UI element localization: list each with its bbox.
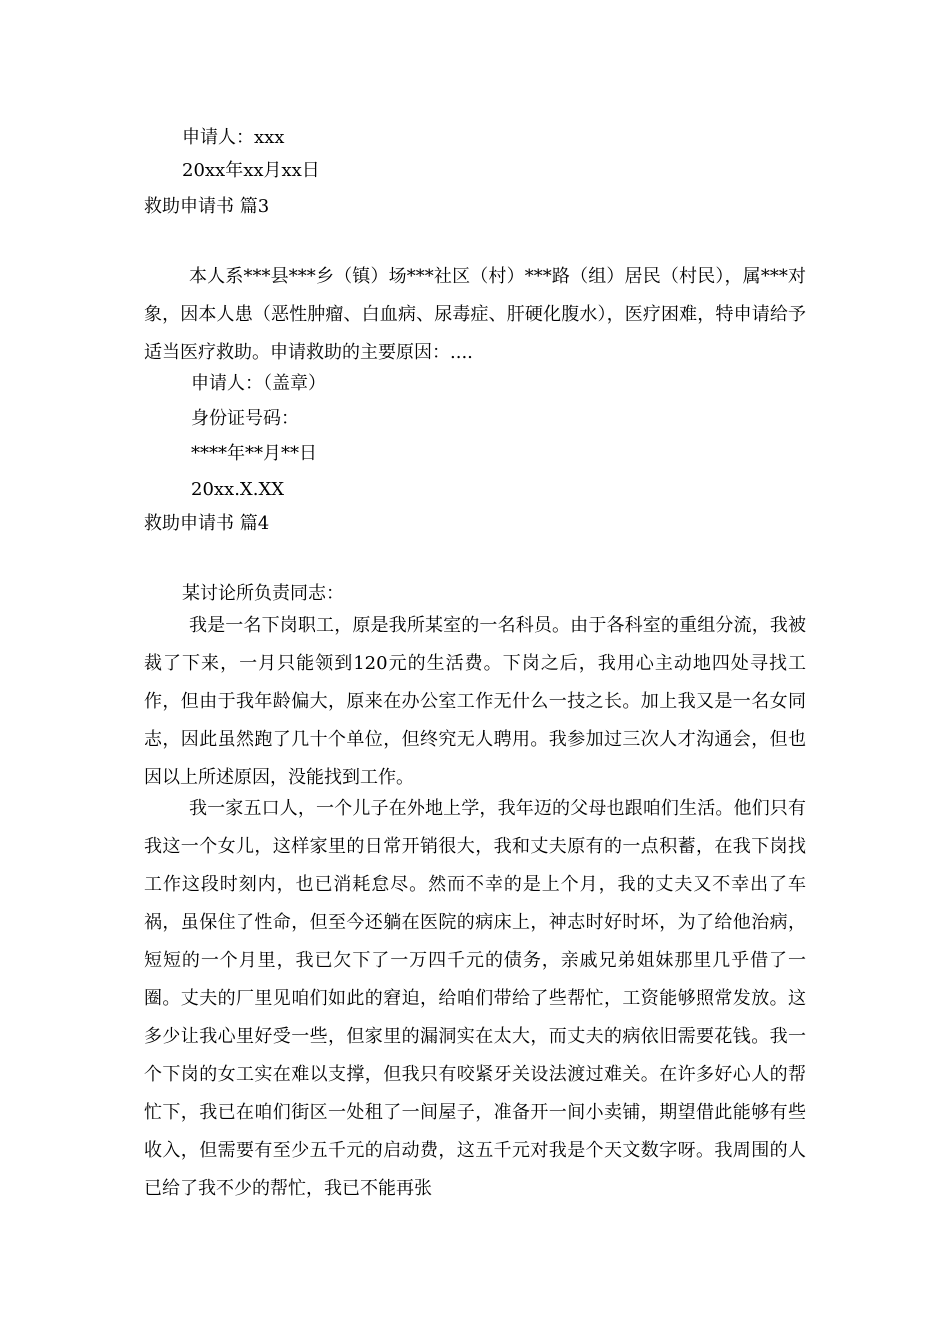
section3-date: ****年**月**日 — [191, 443, 317, 464]
section-heading-4: 救助申请书 篇4 — [144, 513, 270, 534]
section3-applicant-seal: 申请人：（盖章） — [191, 373, 326, 394]
section-heading-3: 救助申请书 篇3 — [144, 196, 270, 217]
section4-salutation: 某讨论所负责同志： — [182, 583, 344, 604]
date-line: 20xx年xx月xx日 — [182, 160, 320, 181]
section4-paragraph-1: 我是一名下岗职工，原是我所某室的一名科员。由于各科室的重组分流，我被裁了下来，一月只能领到120元的生活费。下岗之后，我用心主动地四处寻找工作，但由于我年龄偏大，原来在办公室工作无什么一技之长。加上我又是一名女同志，因此虽然跑了几十个单位，但终究无人聘用。我参加过三次人才沟通会，但也因以上所述原因，没能找到工作。 — [144, 615, 806, 788]
section3-date-alt: 20xx.X.XX — [191, 479, 285, 500]
section3-id-number: 身份证号码： — [191, 408, 299, 429]
section4-paragraph-2: 我一家五口人，一个儿子在外地上学，我年迈的父母也跟咱们生活。他们只有我这一个女儿，这样家里的日常开销很大，我和丈夫原有的一点积蓄，在我下岗找工作这段时刻内，也已消耗怠尽。然而不幸的是上个月，我的丈夫又不幸出了车祸，虽保住了性命，但至今还躺在医院的病床上，神志时好时坏，为了给他治病，短短的一个月里，我已欠下了一万四千元的债务，亲戚兄弟姐妹那里几乎借了一圈。丈夫的厂里见咱们如此的窘迫，给咱们带给了些帮忙，工资能够照常发放。这多少让我心里好受一些，但家里的漏洞实在太大，而丈夫的病依旧需要花钱。我一个下岗的女工实在难以支撑，但我只有咬紧牙关设法渡过难关。在许多好心人的帮忙下，我已在咱们街区一处租了一间屋子，准备开一间小卖铺，期望借此能够有些收入，但需要有至少五千元的启动费，这五千元对我是个天文数字呀。我周围的人已给了我不少的帮忙，我已不能再张 — [144, 798, 806, 1199]
applicant-line: 申请人：xxx — [182, 127, 285, 148]
section3-body-paragraph: 本人系***县***乡（镇）场***社区（村）***路（组）居民（村民），属***对象，因本人患（恶性肿瘤、白血病、尿毒症、肝硬化腹水），医疗困难，特申请给予适当医疗救助。申请救助的主要原因：.... — [144, 266, 806, 363]
